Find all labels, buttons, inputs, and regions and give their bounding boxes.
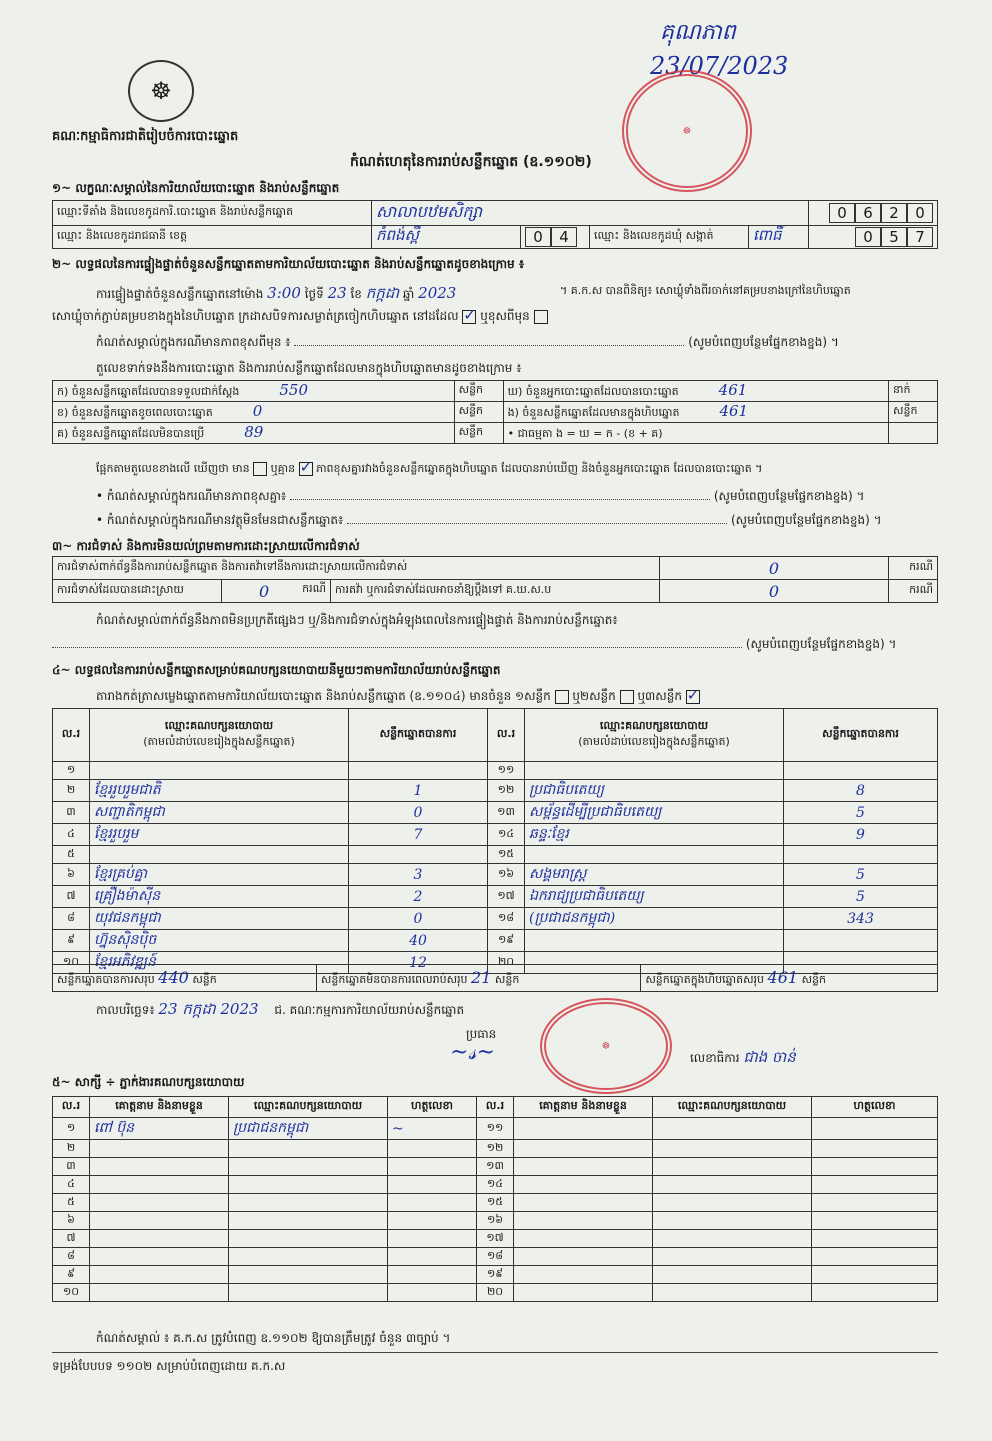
party-name: ឆន្ទៈខ្មែរ [529, 826, 569, 842]
province-code: 0 4 [521, 226, 590, 249]
party-name: ឯករាជ្យប្រជាធិបតេយ្យ [529, 888, 644, 904]
witness-row: ៧ ១៧ [53, 1230, 938, 1248]
changed-checkbox[interactable] [534, 310, 548, 324]
three-sheets-checkbox[interactable] [686, 690, 700, 704]
witness-row: ២ ១២ [53, 1140, 938, 1158]
received-date: 23/07/2023 [650, 52, 789, 80]
party-votes: 3 [413, 866, 423, 883]
org-name: គណៈកម្មាធិការជាតិរៀបចំការបោះឆ្នោត [52, 129, 239, 144]
party-name: សម្ព័ន្ធដើម្បីប្រជាធិបតេយ្យ [529, 804, 662, 820]
count-row: ខ) ចំនួនសន្លឹកឆ្នោតខូចពេលបោះឆ្នោត 0 សន្លឹក ង) ចំនួនសន្លឹកឆ្នោតដែលមានក្នុងហិបឆ្នោត 461 សន្លឹក [53, 402, 938, 423]
resolved-value: 0 [258, 581, 270, 601]
party-votes: 0 [413, 804, 423, 821]
party-name: ខ្មែររួបរួមជាតិ [94, 782, 161, 798]
province-value: កំពង់ស្ពឺ [376, 226, 419, 244]
section3-heading: ៣~ ការជំទាស់ និងការមិនយល់ព្រមតាមការដោះស្រាយលើការជំទាស់ [52, 539, 360, 553]
time-value: 3:00 [267, 284, 301, 302]
party-name: ខ្មែរអភិវឌ្ឍន៍ [94, 954, 156, 970]
party-votes: 5 [856, 888, 865, 905]
witness-row: ៩ ១៩ [53, 1266, 938, 1284]
party-votes: 5 [856, 804, 865, 821]
secretary-line: លេខាធិការ ជាង ចាន់ [690, 1048, 796, 1066]
count-value: 0 [252, 402, 263, 420]
party-votes: 2 [413, 888, 423, 905]
received-label: គុណភាព [660, 20, 736, 45]
one-sheet-checkbox[interactable] [555, 690, 569, 704]
party-votes: 343 [847, 910, 874, 927]
same-checkbox[interactable] [462, 310, 476, 324]
witness-row: ៦ ១៦ [53, 1212, 938, 1230]
party-votes: 40 [409, 932, 427, 949]
count-row: គ) ចំនួនសន្លឹកឆ្នោតដែលមិនបានប្រើ 89 សន្លឹក • ជាធម្មតា ង = ឃ = ក - (ខ + គ) [53, 423, 938, 444]
count-value: 550 [279, 381, 308, 399]
objections-table: ការជំទាស់ពាក់ព័ន្ធនឹងការរាប់សន្លឹកឆ្នោត និងការតវ៉ាទៅនឹងការដោះស្រាយលើការជំទាស់ 0 ករណី ការជំទាស់ដែលបានដោះស្រាយ 0 ករណី ការតវ៉ា ឬការជំទាស់ដែលអាចនាំឱ្យប្តឹងទៅ គ.ឃ.ស.ប 0 ករណី [52, 556, 938, 603]
date-value: 23 កក្កដា 2023 [158, 1000, 259, 1018]
witness-row: ១០ ២០ [53, 1284, 938, 1302]
section3-note-line: (សូមបំពេញបន្ថែមផ្នែកខាងខ្នង) ។ [52, 636, 938, 654]
chair-label: ប្រធាន [466, 1027, 497, 1041]
result-row: ៦ ខ្មែរគ្រប់គ្នា 3 ១៦ សង្គមរាស្រ្ត 5 [53, 864, 938, 886]
footer-divider [52, 1352, 938, 1353]
result-row: ១ ១១ [53, 762, 938, 780]
day-value: 23 [327, 284, 347, 302]
witness-table: ល.រ គោត្តនាម និងនាមខ្លួន ឈ្មោះគណបក្សនយោបាយ ហត្ថលេខា ល.រ គោត្តនាម និងនាមខ្លួន ឈ្មោះគណបក្សនយោបាយ ហត្ថលេខា ១ ពៅ ប៊ុន ប្រជាជនកម្ពុជា ~ ១១ ២ ១២ ៣ ១៣ ៤ ១៤ ៥ ១៥ ៦ ១៦ ៧ ១៧ ៨ ១៨ ៩ ១៩ ១០ ២០ [52, 1096, 938, 1302]
form-title: កំណត់ហេតុនៃការរាប់សន្លឹកឆ្នោត (ឧ.១១០២) [350, 154, 592, 170]
result-row: ១០ ខ្មែរអភិវឌ្ឍន៍ 12 ២០ [53, 952, 938, 974]
count-value: 461 [718, 381, 748, 399]
party-votes: 9 [856, 826, 865, 843]
party-name: ហ្វ៊ុនស៊ិនប៉ិច [94, 932, 157, 948]
nec-logo: ☸ [128, 60, 194, 122]
party-name: យុវជនកម្ពុជា [94, 910, 161, 926]
secretary-value: ជាង ចាន់ [743, 1048, 796, 1066]
objection-label: ការជំទាស់ពាក់ព័ន្ធនឹងការរាប់សន្លឹកឆ្នោត និងការតវ៉ាទៅនឹងការដោះស្រាយលើការជំទាស់ [53, 557, 660, 580]
section1-heading: ១~ លក្ខណៈសម្គាល់នៃការិយាល័យបោះឆ្នោត និងរាប់សន្លឹកឆ្នោត [52, 181, 340, 195]
count-row: ក) ចំនួនសន្លឹកឆ្នោតដែលបានទទួលជាក់ស្តែង 550 សន្លឹក ឃ) ចំនួនអ្នកបោះឆ្នោតដែលបានបោះឆ្នោត 461 នាក់ [53, 381, 938, 402]
province-label: ឈ្មោះ និងលេខកូដរាជធានី ខេត្ត [53, 226, 372, 249]
commune-value: ពោធិ៍ [753, 226, 782, 244]
counts-table [52, 380, 938, 444]
party-name: ខ្មែររួបរួម [94, 826, 139, 842]
party-name: (ប្រជាជនកម្ពុជា) [529, 910, 616, 926]
result-row: ៧ គ្រឿងម៉ាស៊ីន 2 ១៧ ឯករាជ្យប្រជាធិបតេយ្យ 5 [53, 886, 938, 908]
party-votes: 7 [413, 826, 423, 843]
result-row: ២ ខ្មែររួបរួមជាតិ 1 ១២ ប្រជាធិបតេយ្យ 8 [53, 780, 938, 802]
difference-line: ផ្អែកតាមតួលេខខាងលើ ឃើញថា មាន ឬគ្មាន ✓ ភាពខុសគ្នារវាងចំនួនសន្លឹកឆ្នោតក្នុងហិបឆ្នោត ដែលបានរាប់ឃើញ និងចំនួនអ្នកបោះឆ្នោត ដែលបានបោះឆ្នោត ។ [96, 462, 762, 478]
official-stamp-top: ☸ [622, 70, 752, 192]
party-votes: 8 [856, 782, 865, 799]
place-value: សាលាបឋមសិក្សា [376, 202, 483, 221]
year-value: 2023 [418, 284, 457, 302]
place-code: 0 6 2 0 [809, 201, 938, 226]
section2-line1e: ។ គ.ក.ស បានពិនិត្យ៖ សោឃ្លុំទាំងពីរចាក់នៅគម្របខាងក្រៅនៃហិបឆ្នោត [560, 284, 851, 297]
has-difference-checkbox[interactable] [253, 462, 267, 476]
witness-party: ប្រជាជនកម្ពុជា [233, 1120, 309, 1136]
chair-signature: ~𝓈~ [450, 1040, 495, 1065]
section2-line1: ការផ្ទៀងផ្ទាត់ចំនួនសន្លឹកឆ្នោតនៅម៉ោង 3:00 ថ្ងៃទី 23 ខែ កក្កដា ឆ្នាំ 2023 [96, 284, 457, 302]
result-row: ៨ យុវជនកម្ពុជា 0 ១៨ (ប្រជាជនកម្ពុជា) 343 [53, 908, 938, 930]
section2-heading: ២~ លទ្ធផលនៃការផ្ទៀងផ្ទាត់ចំនួនសន្លឹកឆ្នោតតាមការិយាល័យបោះឆ្នោត និងរាប់សន្លឹកឆ្នោតដូចខាងក្រោម ៖ [52, 257, 525, 271]
witness-row: ៤ ១៤ [53, 1176, 938, 1194]
no-difference-checkbox[interactable] [299, 462, 313, 476]
bullet2-line: • កំណត់សម្គាល់ក្នុងករណីមានវត្ថុមិនមែនជាសន្លឹកឆ្នោត៖ (សូមបំពេញបន្ថែមផ្នែកខាងខ្នង) ។ [96, 513, 882, 527]
bullet1-line: • កំណត់សម្គាល់ក្នុងករណីមានភាពខុសគ្នា៖ (សូមបំពេញបន្ថែមផ្នែកខាងខ្នង) ។ [96, 489, 865, 503]
objection-value: 0 [768, 558, 780, 578]
place-label: ឈ្មោះទីតាំង និងលេខកូដការិ.បោះឆ្នោត និងរាប់សន្លឹកឆ្នោត [53, 201, 372, 226]
commune-label: ឈ្មោះ និងលេខកូដឃុំ សង្កាត់ [590, 226, 749, 249]
section5-heading: ៥~ សាក្សី ÷ ភ្នាក់ងារគណបក្សនយោបាយ [52, 1075, 245, 1089]
party-name: ខ្មែរគ្រប់គ្នា [94, 866, 148, 882]
witness-row: ១ ពៅ ប៊ុន ប្រជាជនកម្ពុជា ~ ១១ [53, 1118, 938, 1140]
appeal-label: ការតវ៉ា ឬការជំទាស់ដែលអាចនាំឱ្យប្តឹងទៅ គ.ឃ.ស.ប [331, 580, 660, 603]
month-value: កក្កដា [365, 284, 400, 302]
party-name: គ្រឿងម៉ាស៊ីន [94, 888, 161, 904]
section3-note: កំណត់សម្គាល់ពាក់ព័ន្ធនឹងភាពមិនប្រក្រតីផ្សេងៗ ឬ/និងការជំទាស់ក្នុងអំឡុងពេលនៃការផ្ទៀងផ្ទាត់ និងការរាប់សន្លឹកឆ្នោត៖ [96, 613, 618, 627]
appeal-value: 0 [768, 581, 780, 601]
two-sheets-checkbox[interactable] [620, 690, 634, 704]
party-name: សង្គមរាស្រ្ត [529, 866, 587, 882]
results-table: ល.រ ឈ្មោះគណបក្សនយោបាយ (តាមលំដាប់លេខរៀងក្នុងសន្លឹកឆ្នោត) សន្លឹកឆ្នោតបានការ ល.រ ឈ្មោះគណបក្សនយោបាយ (តាមលំដាប់លេខរៀងក្នុងសន្លឹកឆ្នោត) សន្លឹកឆ្នោតបានការ ១ ១១ ២ ខ្មែររួបរួមជាតិ 1 ១២ ប្រជាធិបតេយ្យ 8 ៣ សញ្ជាតិកម្ពុជា 0 ១៣ សម្ព័ន្ធដើម្បីប្រជាធិបតេយ្យ 5 ៤ ខ្មែររួបរួម 7 ១៤ ឆន្ទៈខ្មែរ 9 ៥ ១៥ ៦ ខ្មែរគ្រប់គ្នា 3 ១៦ សង្គមរាស្រ្ត 5 ៧ គ្រឿងម៉ាស៊ីន 2 ១៧ ឯករាជ្យប្រជាធិបតេយ្យ 5 ៨ យុវជនកម្ពុជា 0 ១៨ (ប្រជាជនកម្ពុជា) 343 ៩ ហ្វ៊ុនស៊ិនប៉ិច 40 ១៩ ១០ ខ្មែរអភិវឌ្ឍន៍ 12 ២០ [52, 708, 938, 974]
section4-sub: តារាងកត់ត្រាសម្លេងឆ្នោតតាមការិយាល័យបោះឆ្នោត និងរាប់សន្លឹកឆ្នោត (ឧ.១១០៤) មានចំនួន ១សន្លឹក ឬ២សន្លឹក ឬ៣សន្លឹក ✓ [96, 688, 700, 706]
party-votes: 12 [409, 954, 427, 971]
official-stamp-bottom: ☸ [540, 998, 672, 1094]
total-valid: 440 [158, 967, 189, 987]
witness-row: ៨ ១៨ [53, 1248, 938, 1266]
section5-note: កំណត់សម្គាល់ ៖ គ.ក.ស ត្រូវបំពេញ ឧ.១១០២ ឱ្យបានត្រឹមត្រូវ ចំនួន ៣ច្បាប់ ។ [96, 1331, 451, 1345]
party-name: សញ្ជាតិកម្ពុជា [94, 804, 165, 820]
commune-code: 0 5 7 [809, 226, 938, 249]
party-votes: 5 [856, 866, 865, 883]
date-line: កាលបរិច្ឆេទ៖ 23 កក្កដា 2023 ជ. គណៈកម្មការការិយាល័យរាប់សន្លឹកឆ្នោត [96, 1000, 465, 1018]
totals-table: សន្លឹកឆ្នោតបានការសរុប 440 សន្លឹក សន្លឹកឆ្នោតមិនបានការពេលរាប់សរុប 21 សន្លឹក សន្លឹកឆ្នោតក្នុងហិបឆ្នោតសរុប 461 សន្លឹក [52, 964, 938, 992]
count-value: 89 [244, 423, 264, 441]
witness-name: ពៅ ប៊ុន [94, 1120, 134, 1136]
party-votes: 1 [413, 782, 423, 799]
form-footer: ទម្រង់បែបបទ ១១០២ សម្រាប់បំពេញដោយ គ.ក.ស [52, 1359, 286, 1373]
total-invalid: 21 [471, 967, 492, 987]
witness-row: ៥ ១៥ [53, 1194, 938, 1212]
party-name: ប្រជាធិបតេយ្យ [529, 782, 604, 798]
section2-line2: សោឃ្លុំចាក់ភ្ជាប់គម្របខាងក្នុងនៃហិបឆ្នោត ក្រដាសបិទការសម្ងាត់ត្រចៀកហិបឆ្នោត នៅដដែល ✓ ឬខុសពីមុន [52, 308, 548, 326]
result-row: ៩ ហ្វ៊ុនស៊ិនប៉ិច 40 ១៩ [53, 930, 938, 952]
total-box: 461 [767, 967, 799, 987]
count-value: 461 [719, 402, 749, 420]
witness-signature: ~ [392, 1120, 404, 1137]
result-row: ៣ សញ្ជាតិកម្ពុជា 0 ១៣ សម្ព័ន្ធដើម្បីប្រជាធិបតេយ្យ 5 [53, 802, 938, 824]
section1-table [52, 200, 938, 249]
witness-row: ៣ ១៣ [53, 1158, 938, 1176]
result-row: ៤ ខ្មែររួបរួម 7 ១៤ ឆន្ទៈខ្មែរ 9 [53, 824, 938, 846]
diff-note-line: កំណត់សម្គាល់ក្នុងករណីមានភាពខុសពីមុន ៖ (សូមបំពេញបន្ថែមផ្នែកខាងខ្នង) ។ [96, 335, 839, 349]
section2-intro: តួលេខទាក់ទងនឹងការបោះឆ្នោត និងការរាប់សន្លឹកឆ្នោតដែលមានក្នុងហិបឆ្នោតមានដូចខាងក្រោម ៖ [96, 361, 522, 375]
section4-heading: ៤~ លទ្ធផលនៃការរាប់សន្លឹកឆ្នោតសម្រាប់គណបក្សនយោបាយនីមួយៗតាមការិយាល័យរាប់សន្លឹកឆ្នោត [52, 663, 501, 677]
party-votes: 0 [413, 910, 423, 927]
resolved-label: ការជំទាស់ដែលបានដោះស្រាយ [53, 580, 222, 603]
result-row: ៥ ១៥ [53, 846, 938, 864]
